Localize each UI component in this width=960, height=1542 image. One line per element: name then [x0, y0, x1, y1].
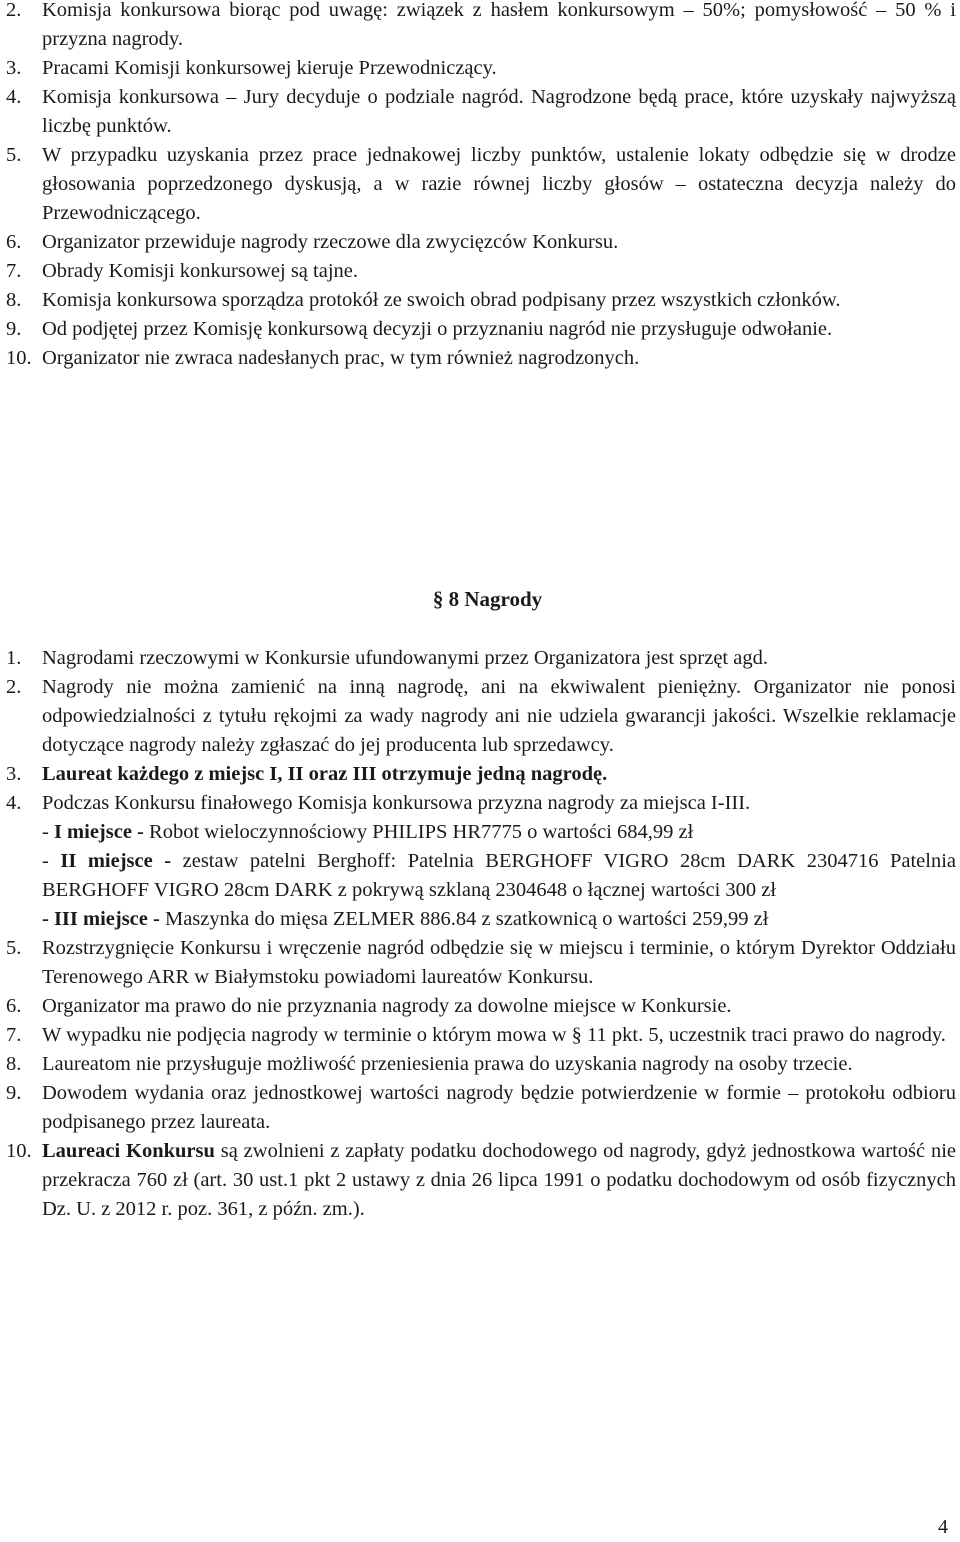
item-number: 10.: [6, 1140, 32, 1162]
item-number: 6.: [6, 995, 22, 1017]
list-item: [0, 286, 960, 315]
item-number: 6.: [6, 231, 22, 253]
item-text: Od podjętej przez Komisję konkursową decyzji o przyznaniu nagród nie przysługuje odwołanie.: [42, 318, 833, 340]
list-prizes: [0, 644, 960, 1224]
list-item: [0, 760, 960, 789]
list-item: [0, 644, 960, 673]
prize-description: Robot wieloczynnościowy PHILIPS HR7775 o wartości 684,99 zł: [143, 821, 694, 843]
item-number: 1.: [6, 647, 22, 669]
list-item: [0, 1050, 960, 1079]
list-item: [0, 789, 960, 934]
prize-first-place: [42, 818, 956, 847]
list-item: [0, 228, 960, 257]
item-text: W wypadku nie podjęcia nagrody w terminie o którym mowa w § 11 pkt. 5, uczestnik traci prawo do nagrody.: [42, 1024, 946, 1046]
page-number: 4: [938, 1516, 948, 1538]
item-text: Podczas Konkursu finałowego Komisja konkursowa przyzna nagrody za miejsca I-III.: [42, 792, 751, 814]
item-text: Obrady Komisji konkursowej są tajne.: [42, 260, 358, 282]
item-number: 5.: [6, 937, 22, 959]
list-item: [0, 1137, 960, 1224]
prize-description: Maszynka do mięsa ZELMER 886.84 z szatkownicą o wartości 259,99 zł: [159, 908, 769, 930]
item-text: Pracami Komisji konkursowej kieruje Przewodniczący.: [42, 57, 497, 79]
item-text: Nagrodami rzeczowymi w Konkursie ufundowanymi przez Organizatora jest sprzęt agd.: [42, 647, 768, 669]
list-item: [0, 0, 960, 54]
list-item: [0, 141, 960, 228]
item-text-bold: Laureaci Konkursu: [42, 1140, 215, 1162]
item-text: Komisja konkursowa – Jury decyduje o podziale nagród. Nagrodzone będą prace, które uzyskały najwyższą liczbę punktów.: [42, 86, 956, 137]
item-number: 7.: [6, 1024, 22, 1046]
item-number: 3.: [6, 763, 22, 785]
item-number: 10.: [6, 347, 32, 369]
item-number: 4.: [6, 86, 22, 108]
list-item: [0, 934, 960, 992]
item-text: Organizator przewiduje nagrody rzeczowe dla zwycięzców Konkursu.: [42, 231, 619, 253]
list-item: [0, 344, 960, 373]
item-number: 8.: [6, 289, 22, 311]
item-number: 8.: [6, 1053, 22, 1075]
prize-third-place: [42, 905, 956, 934]
item-text: Komisja konkursowa sporządza protokół ze swoich obrad podpisany przez wszystkich członków.: [42, 289, 841, 311]
prize-label: II miejsce -: [60, 850, 172, 872]
prize-dash: -: [42, 850, 61, 872]
prize-dash: -: [42, 821, 54, 843]
list-item: [0, 1021, 960, 1050]
item-text: W przypadku uzyskania przez prace jednakowej liczby punktów, ustalenie lokaty odbędzie się w drodze głosowania poprzedzonego dyskusją, a w razie równej liczby głosów – ostateczna decyzja należy do Przewodniczącego.: [42, 144, 956, 224]
item-number: 5.: [6, 144, 22, 166]
list-item: [0, 257, 960, 286]
item-number: 4.: [6, 792, 22, 814]
prize-second-place: [42, 847, 956, 905]
item-number: 3.: [6, 57, 22, 79]
prize-description: zestaw patelni Berghoff: Patelnia BERGHOFF VIGRO 28cm DARK 2304716 Patelnia BERGHOFF VIGRO 28cm DARK z pokrywą szklaną 2304648 o łącznej wartości 300 zł: [42, 850, 957, 901]
list-item: [0, 54, 960, 83]
item-text: Komisja konkursowa biorąc pod uwagę: związek z hasłem konkursowym – 50%; pomysłowość – 50 % i przyzna nagrody.: [42, 0, 956, 50]
prize-label: I miejsce -: [53, 821, 144, 843]
item-text: Laureatom nie przysługuje możliwość przeniesienia prawa do uzyskania nagrody na osoby trzecie.: [42, 1053, 853, 1075]
item-number: 2.: [6, 0, 22, 21]
item-number: 2.: [6, 676, 22, 698]
item-number: 7.: [6, 260, 22, 282]
list-item: [0, 992, 960, 1021]
list-item: [0, 83, 960, 141]
item-text: Rozstrzygnięcie Konkursu i wręczenie nagród odbędzie się w miejscu i terminie, o którym Dyrektor Oddziału Terenowego ARR w Białymstoku powiadomi laureatów Konkursu.: [42, 937, 956, 988]
list-item: [0, 1079, 960, 1137]
item-number: 9.: [6, 318, 22, 340]
item-text: Organizator ma prawo do nie przyznania nagrody za dowolne miejsce w Konkursie.: [42, 995, 732, 1017]
item-text: Organizator nie zwraca nadesłanych prac, w tym również nagrodzonych.: [42, 347, 640, 369]
section-heading: § 8 Nagrody: [432, 587, 543, 611]
list-item: [0, 673, 960, 760]
list-commission-rules: [0, 0, 960, 373]
item-text: Nagrody nie można zamienić na inną nagrodę, ani na ekwiwalent pieniężny. Organizator nie ponosi odpowiedzialności z tytułu rękojmi za wady nagrody ani nie udziela gwarancji jakości. Wszelkie reklamacje dotyczące nagrody należy zgłaszać do jej producenta lub sprzedawcy.: [42, 676, 956, 756]
item-number: 9.: [6, 1082, 22, 1104]
list-item: [0, 315, 960, 344]
item-text: Dowodem wydania oraz jednostkowej wartości nagrody będzie potwierdzenie w formie – protokołu odbioru podpisanego przez laureata.: [42, 1082, 956, 1133]
prize-label: - III miejsce -: [42, 908, 160, 930]
item-text-bold: Laureat każdego z miejsc I, II oraz III otrzymuje jedną nagrodę.: [42, 763, 608, 785]
item-text: są zwolnieni z zapłaty podatku dochodowego od nagrody, gdyż jednostkowa wartość nie przekracza 760 zł (art. 30 ust.1 pkt 2 ustawy z dnia 26 lipca 1991 o podatku dochodowym od osób fizycznych Dz. U. z 2012 r. poz. 361, z późn. zm.).: [42, 1140, 956, 1220]
